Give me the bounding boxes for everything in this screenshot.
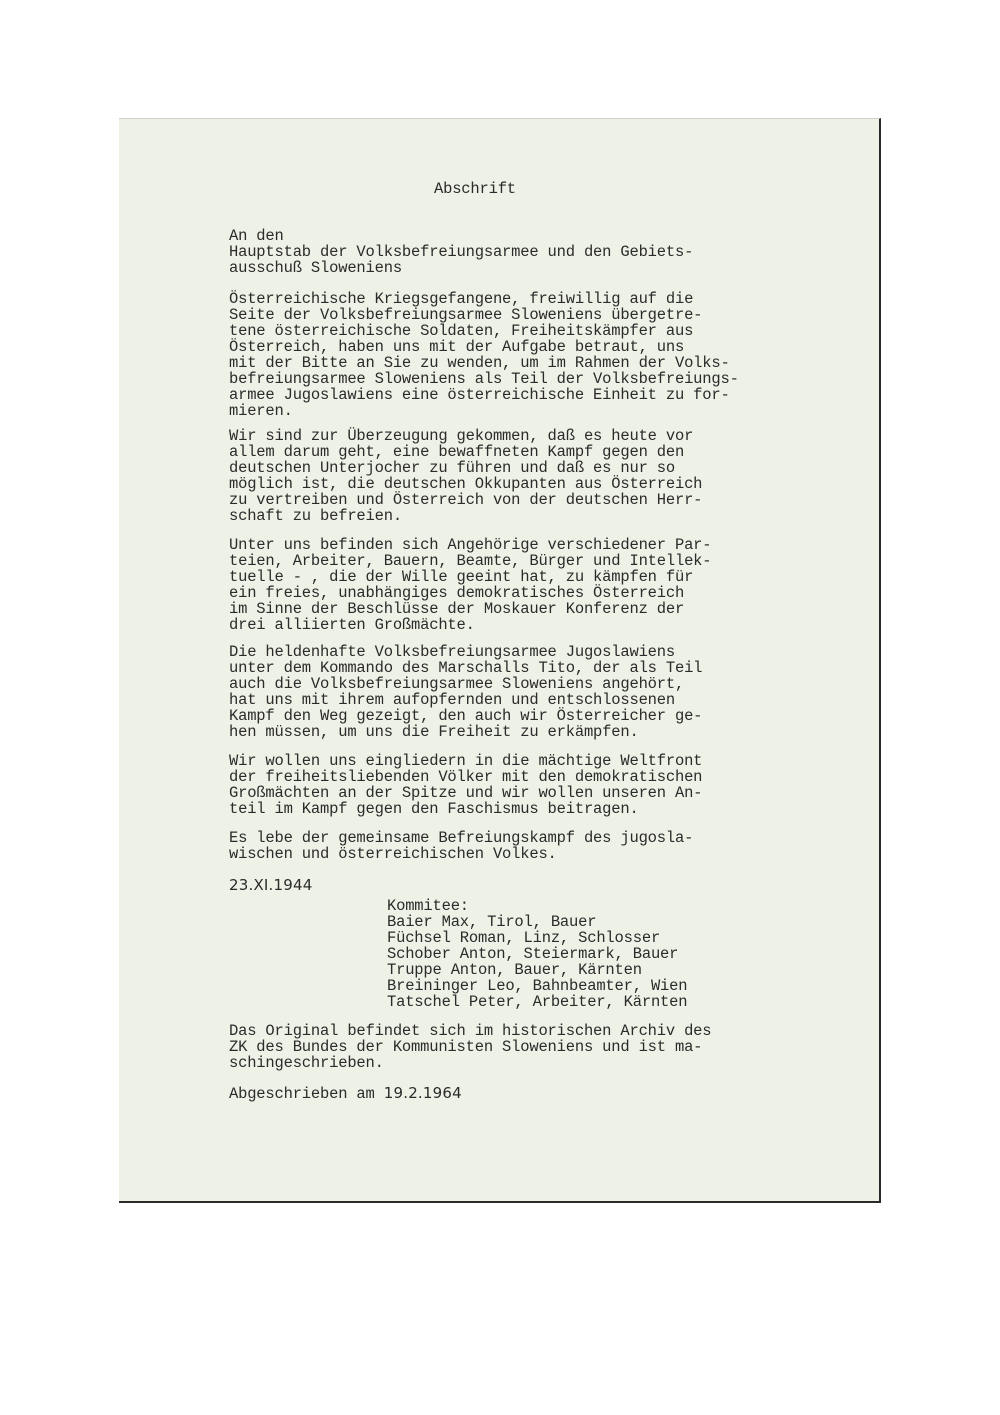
committee-member: Truppe Anton, Bauer, Kärnten: [387, 961, 642, 979]
document-heading: Abschrift: [434, 180, 516, 198]
paragraph-line: Wir sind zur Überzeugung gekommen, daß es heute vor: [229, 427, 694, 445]
letter-date: 23.XI.1944: [229, 876, 313, 894]
committee-member: Schober Anton, Steiermark, Bauer: [387, 945, 679, 963]
address-line: ausschuß Sloweniens: [229, 259, 402, 277]
paragraph-line: teien, Arbeiter, Bauern, Beamte, Bürger und Intellek-: [229, 552, 712, 570]
paragraph-line: befreiungsarmee Sloweniens als Teil der Volksbefreiungs-: [229, 370, 739, 388]
paragraph-line: unter dem Kommando des Marschalls Tito, der als Teil: [229, 659, 703, 677]
copied-label: Abgeschrieben am: [229, 1085, 384, 1103]
paragraph-line: der freiheitsliebenden Völker mit den demokratischen: [229, 768, 703, 786]
paragraph-line: Wir wollen uns eingliedern in die mächtige Weltfront: [229, 752, 703, 770]
paragraph-line: Österreich, haben uns mit der Aufgabe betraut, uns: [229, 338, 685, 356]
paragraph-line: tuelle - , die der Wille geeint hat, zu kämpfen für: [229, 568, 694, 586]
paragraph-line: Die heldenhafte Volksbefreiungsarmee Jugoslawiens: [229, 643, 675, 661]
committee-label: Kommitee:: [387, 897, 469, 915]
paragraph-line: mieren.: [229, 402, 293, 420]
address-line: Hauptstab der Volksbefreiungsarmee und den Gebiets-: [229, 243, 694, 261]
paragraph-line: Seite der Volksbefreiungsarmee Sloweniens übergetre-: [229, 306, 703, 324]
paragraph-line: hat uns mit ihrem aufopfernden und entschlossenen: [229, 691, 675, 709]
paragraph-line: hen müssen, um uns die Freiheit zu erkämpfen.: [229, 723, 639, 741]
paragraph-line: teil im Kampf gegen den Faschismus beitragen.: [229, 800, 639, 818]
paragraph-line: drei alliierten Großmächte.: [229, 616, 475, 634]
archive-note-line: Das Original befindet sich im historischen Archiv des: [229, 1022, 712, 1040]
committee-member: Füchsel Roman, Linz, Schlosser: [387, 929, 661, 947]
committee-member: Tatschel Peter, Arbeiter, Kärnten: [387, 993, 688, 1011]
paragraph-line: Es lebe der gemeinsame Befreiungskampf des jugosla-: [229, 829, 694, 847]
paragraph-line: mit der Bitte an Sie zu wenden, um im Rahmen der Volks-: [229, 354, 730, 372]
paragraph-line: Unter uns befinden sich Angehörige verschiedener Par-: [229, 536, 712, 554]
paragraph-line: Kampf den Weg gezeigt, den auch wir Österreicher ge-: [229, 707, 703, 725]
copied-date: 19.2.1964: [383, 1084, 462, 1102]
paragraph-line: tene österreichische Soldaten, Freiheitskämpfer aus: [229, 322, 694, 340]
paragraph-line: armee Jugoslawiens eine österreichische Einheit zu for-: [229, 386, 730, 404]
committee-member: Breininger Leo, Bahnbeamter, Wien: [387, 977, 688, 995]
address-line: An den: [229, 227, 284, 245]
paragraph-line: Großmächten an der Spitze und wir wollen unseren An-: [229, 784, 703, 802]
copied-note: [229, 1085, 462, 1102]
paragraph-line: Österreichische Kriegsgefangene, freiwillig auf die: [229, 290, 694, 308]
paragraph-line: wischen und österreichischen Volkes.: [229, 845, 557, 863]
paragraph-line: deutschen Unterjocher zu führen und daß es nur so: [229, 459, 675, 477]
paragraph-line: allem darum geht, eine bewaffneten Kampf gegen den: [229, 443, 685, 461]
committee-member: Baier Max, Tirol, Bauer: [387, 913, 597, 931]
paragraph-line: zu vertreiben und Österreich von der deutschen Herr-: [229, 491, 703, 509]
archive-note-line: schingeschrieben.: [229, 1054, 384, 1072]
paragraph-line: schaft zu befreien.: [229, 507, 402, 525]
archive-note-line: ZK des Bundes der Kommunisten Sloweniens und ist ma-: [229, 1038, 703, 1056]
paragraph-line: möglich ist, die deutschen Okkupanten aus Österreich: [229, 475, 703, 493]
paragraph-line: auch die Volksbefreiungsarmee Sloweniens angehört,: [229, 675, 685, 693]
paragraph-line: im Sinne der Beschlüsse der Moskauer Konferenz der: [229, 600, 685, 618]
paragraph-line: ein freies, unabhängiges demokratisches Österreich: [229, 584, 685, 602]
